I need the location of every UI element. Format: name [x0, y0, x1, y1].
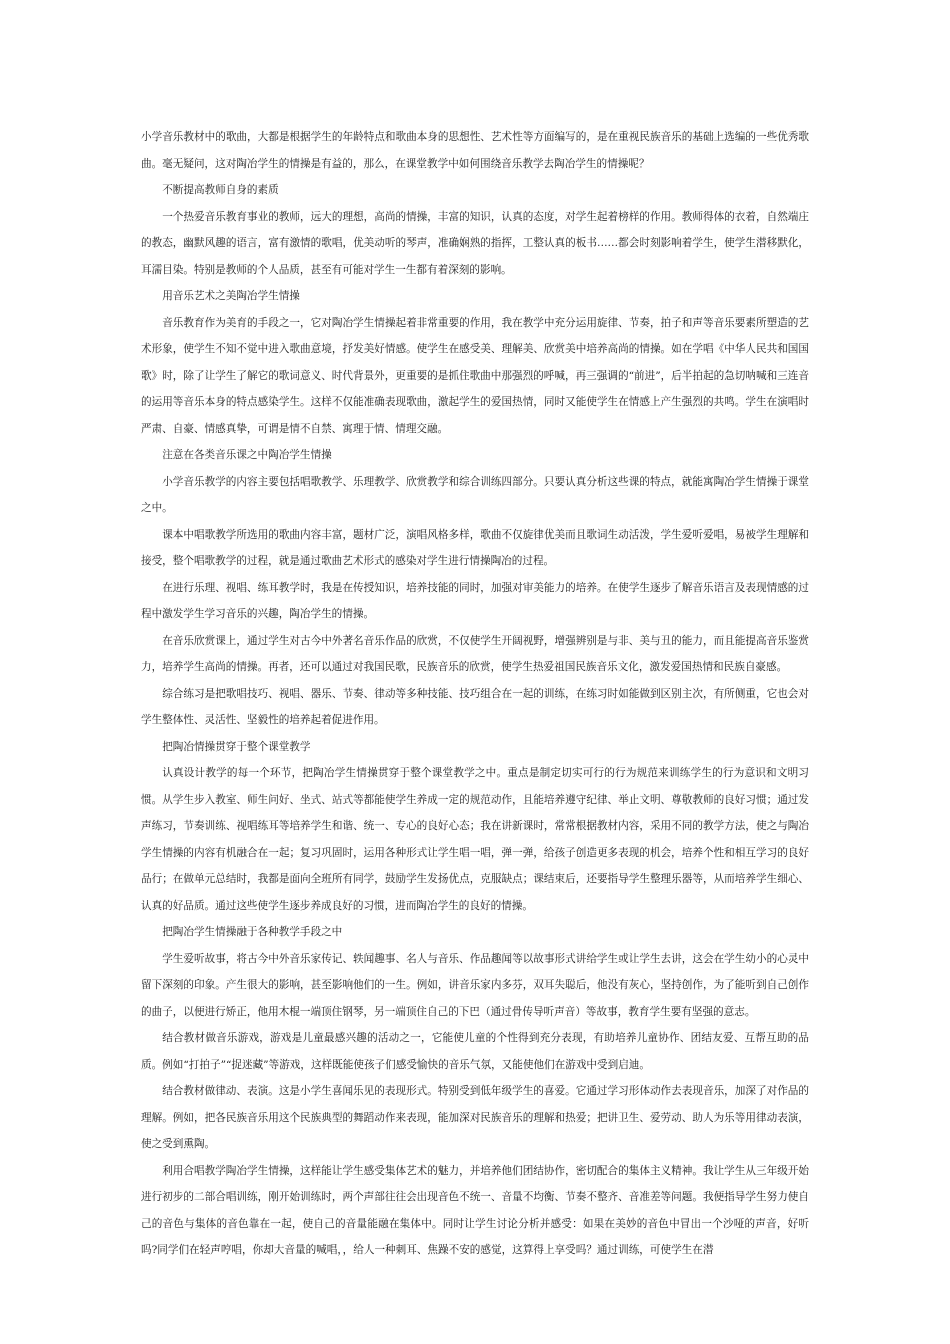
paragraph-appreciation-lessons: 在音乐欣赏课上，通过学生对古今中外著名音乐作品的欣赏，不仅使学生开阔视野，增强辨别是与非、美与丑的能力，而且能提高音乐鉴赏力，培养学生高尚的情操。再者，还可以通过对我国民歌，民族音乐的欣赏，使学生热爱祖国民族音乐文化，激发爱国热情和民族自豪感。	[141, 634, 809, 673]
paragraph-choir: 利用合唱教学陶冶学生情操，这样能让学生感受集体艺术的魅力，并培养他们团结协作，密切配合的集体主义精神。我让学生从三年级开始进行初步的二部合唱训练，刚开始训练时，两个声部往往会出现音色不统一、音量不均衡、节奏不整齐、音准差等问题。我便指导学生努力使自己的音色与集体的音色靠在一起，使自己的音量能融在集体中。同时让学生讨论分析并感受：如果在美妙的音色中冒出一个沙哑的声音，好听吗?同学们在轻声哼唱，你却大音量的喊唱，，给人一种刺耳、焦躁不安的感觉，这算得上享受吗？通过训练，可使学生在潜	[141, 1164, 809, 1256]
section-heading-teacher-quality: 不断提高教师自身的素质	[162, 184, 279, 196]
paragraph-lesson-overview: 小学音乐教学的内容主要包括唱歌教学、乐理教学、欣赏教学和综合训练四部分。只要认真分析这些课的特点，就能寓陶冶学生情操于课堂之中。	[141, 475, 809, 514]
section-heading-music-lessons: 注意在各类音乐课之中陶冶学生情操	[162, 449, 332, 461]
section-heading-music-beauty: 用音乐艺术之美陶冶学生情操	[162, 290, 300, 302]
paragraph-singing-lessons: 课本中唱歌教学所选用的歌曲内容丰富，题材广泛，演唱风格多样，歌曲不仅旋律优美而且歌词生动活泼，学生爱听爱唱，易被学生理解和接受，整个唱歌教学的过程，就是通过歌曲艺术形式的感染对学生进行情操陶冶的过程。	[141, 528, 809, 567]
paragraph-whole-class: 认真设计教学的每一个环节，把陶冶学生情操贯穿于整个课堂教学之中。重点是制定切实可行的行为规范来训练学生的行为意识和文明习惯。从学生步入教室、师生问好、坐式、站式等都能使学生养成一定的规范动作，且能培养遵守纪律、举止文明、尊敬教师的良好习惯；通过发声练习，节奏训练、视唱练耳等培养学生和谐、统一、专心的良好心态；我在讲新课时，常常根据教材内容，采用不同的教学方法，使之与陶冶学生情操的内容有机融合在一起；复习巩固时，运用各种形式让学生唱一唱，弹一弹，给孩子创造更多表现的机会，培养个性和相互学习的良好品行；在做单元总结时，我都是面向全班所有同学，鼓励学生发扬优点，克服缺点；课结束后，还要指导学生整理乐器等，从而培养学生细心、认真的好品质。通过这些使学生逐步养成良好的习惯，进而陶冶学生的良好的情操。	[141, 767, 809, 912]
paragraph-music-beauty: 音乐教育作为美育的手段之一，它对陶冶学生情操起着非常重要的作用，我在教学中充分运用旋律、节奏，拍子和声等音乐要素所塑造的艺术形象，使学生不知不觉中进入歌曲意境，抒发美好情感。使学生在感受美、理解美、欣赏美中培养高尚的情操。如在学唱《中华人民共和国国歌》时，除了让学生了解它的歌词意义、时代背景外，更重要的是抓住歌曲中那强烈的呼喊，再三强调的“前进”，后半拍起的急切呐喊和三连音的运用等音乐本身的特点感染学生。这样不仅能准确表现歌曲，激起学生的爱国热情，同时又能使学生在情感上产生强烈的共鸣。学生在演唱时严肃、自豪、情感真挚，可谓是情不自禁、寓理于情、情理交融。	[141, 316, 809, 435]
paragraph-teacher-quality: 一个热爱音乐教育事业的教师，远大的理想，高尚的情操，丰富的知识，认真的态度，对学生起着榜样的作用。教师得体的衣着，自然端庄的教态，幽默风趣的语言，富有激情的歌唱，优美动听的琴声，准确娴熟的指挥，工整认真的板书……都会时刻影响着学生，使学生潜移默化，耳濡目染。特别是教师的个人品质，甚至有可能对学生一生都有着深刻的影响。	[141, 210, 809, 276]
paragraph-stories: 学生爱听故事，将古今中外音乐家传记、轶闻趣事、名人与音乐、作品趣闻等以故事形式讲给学生或让学生去讲，这会在学生幼小的心灵中留下深刻的印象。产生很大的影响，甚至影响他们的一生。例如，讲音乐家内多芬，双耳失聪后，他没有灰心，坚持创作，为了能听到自己创作的曲子，以便进行矫正，他用木棍一端顶住钢琴，另一端顶住自己的下巴（通过骨传导听声音）等故事，教育学生要有坚强的意志。	[141, 952, 809, 1018]
paragraph-music-games: 结合教材做音乐游戏，游戏是儿童最感兴趣的活动之一，它能使儿童的个性得到充分表现，有助培养儿童协作、团结友爱、互帮互助的品质。例如“打拍子”“捉迷藏”等游戏，这样既能使孩子们感受愉快的音乐气氛，又能使他们在游戏中受到启迪。	[141, 1032, 809, 1071]
paragraph-intro: 小学音乐教材中的歌曲，大都是根据学生的年龄特点和歌曲本身的思想性、艺术性等方面编写的，是在重视民族音乐的基础上选编的一些优秀歌曲。毫无疑问，这对陶冶学生的情操是有益的，那么，在课堂教学中如何围绕音乐教学去陶冶学生的情操呢？	[141, 131, 809, 170]
paragraph-rhythm-performance: 结合教材做律动、表演。这是小学生喜闻乐见的表现形式。特别受到低年级学生的喜爱。它通过学习形体动作去表现音乐，加深了对作品的理解。例如，把各民族音乐用这个民族典型的舞蹈动作来表现，能加深对民族音乐的理解和热爱；把讲卫生、爱劳动、助人为乐等用律动表演，使之受到熏陶。	[141, 1085, 809, 1150]
document-page	[141, 124, 809, 1264]
paragraph-comprehensive-practice: 综合练习是把歌唱技巧、视唱、器乐、节奏、律动等多种技能、技巧组合在一起的训练，在练习时如能做到区别主次，有所侧重，它也会对学生整体性、灵活性、坚毅性的培养起着促进作用。	[141, 687, 809, 726]
paragraph-theory-lessons: 在进行乐理、视唱、练耳教学时，我是在传授知识，培养技能的同时，加强对审美能力的培养。在使学生逐步了解音乐语言及表现情感的过程中激发学生学习音乐的兴趣，陶冶学生的情操。	[141, 581, 809, 620]
section-heading-teaching-methods: 把陶冶学生情操融于各种教学手段之中	[162, 926, 343, 938]
section-heading-whole-class: 把陶冶情操贯穿于整个课堂教学	[162, 740, 311, 753]
